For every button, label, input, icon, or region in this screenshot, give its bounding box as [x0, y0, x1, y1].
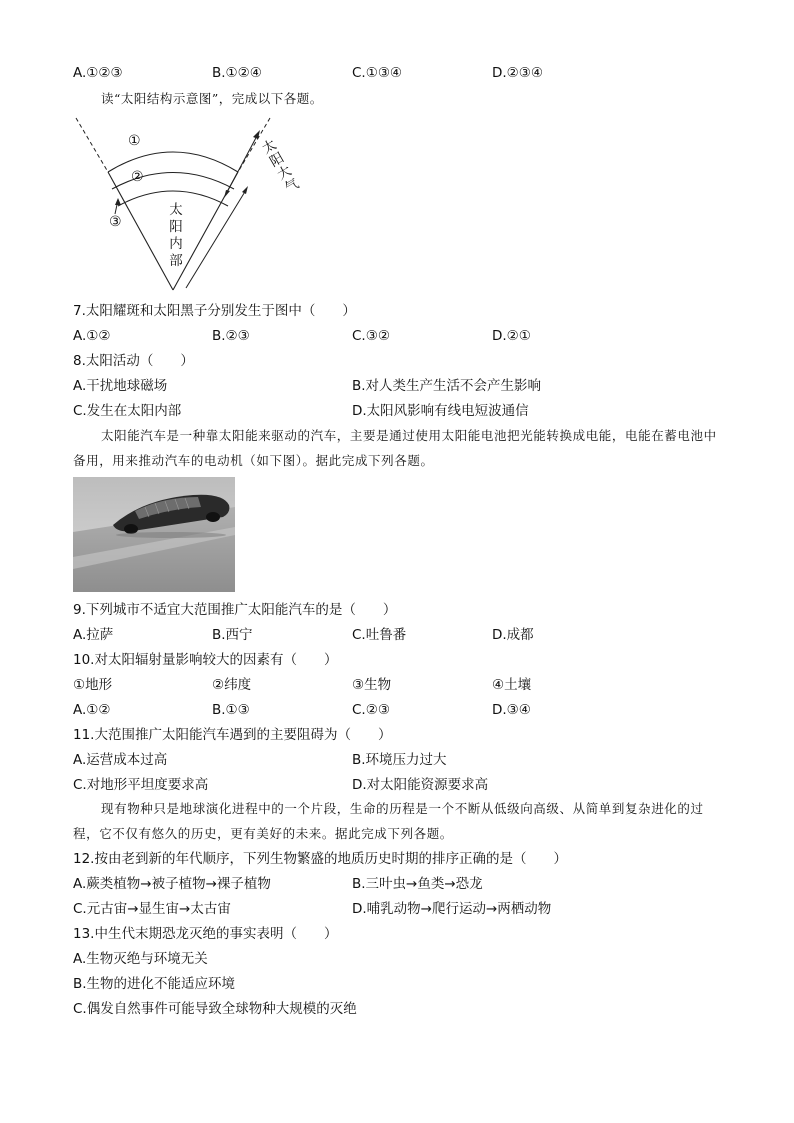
solar-car-passage: 太阳能汽车是一种靠太阳能来驱动的汽车，主要是通过使用太阳能电池把光能转换成电能，电能在蓄电池中备用，用来推动汽车的电动机（如下图）。据此完成下列各题。 — [73, 428, 717, 468]
q11-option-c: C.对地形平坦度要求高 — [73, 777, 209, 793]
q8-option-c: C.发生在太阳内部 — [73, 403, 182, 419]
q7-option-b: B.②③ — [212, 328, 250, 344]
sun-structure-intro: 读“太阳结构示意图”，完成以下各题。 — [101, 91, 323, 106]
q12-option-d: D.哺乳动物→爬行运动→两栖动物 — [352, 901, 552, 917]
q10-option-a: A.①② — [73, 702, 111, 718]
q8-option-b: B.对人类生产生活不会产生影响 — [352, 378, 542, 394]
q12-stem: 12.按由老到新的年代顺序，下列生物繁盛的地质历史时期的排序正确的是（ ） — [73, 851, 567, 867]
q11-option-a: A.运营成本过高 — [73, 752, 168, 768]
q8-option-d: D.太阳风影响有线电短波通信 — [352, 403, 529, 419]
q11-option-d: D.对太阳能资源要求高 — [352, 777, 489, 793]
q6-option-c: C.①③④ — [352, 65, 403, 81]
q7-option-d: D.②① — [492, 328, 531, 344]
q9-option-a: A.拉萨 — [73, 627, 114, 643]
q11-stem: 11.大范围推广太阳能汽车遇到的主要阻碍为（ ） — [73, 727, 392, 743]
q12-option-c: C.元古宙→显生宙→太古宙 — [73, 901, 231, 917]
q6-option-a: A.①②③ — [73, 65, 123, 81]
q8-stem: 8.太阳活动（ ） — [73, 353, 194, 369]
q9-option-c: C.吐鲁番 — [352, 627, 407, 643]
q13-stem: 13.中生代末期恐龙灭绝的事实表明（ ） — [73, 926, 338, 942]
q13-option-b: B.生物的进化不能适应环境 — [73, 976, 236, 992]
q13-option-a: A.生物灭绝与环境无关 — [73, 951, 208, 967]
q10-item-2: ②纬度 — [212, 677, 252, 693]
q6-option-d: D.②③④ — [492, 65, 543, 81]
q10-option-b: B.①③ — [212, 702, 250, 718]
q10-option-d: D.③④ — [492, 702, 531, 718]
q6-option-b: B.①②④ — [212, 65, 262, 81]
q7-option-a: A.①② — [73, 328, 111, 344]
evolution-passage: 现有物种只是地球演化进程中的一个片段，生命的历程是一个不断从低级向高级、从简单到复杂进化的过程，它不仅有悠久的历史，更有美好的未来。据此完成下列各题。 — [73, 801, 704, 841]
diagram-label-1: ① — [128, 133, 141, 149]
q10-item-3: ③生物 — [352, 677, 392, 693]
q11-option-b: B.环境压力过大 — [352, 752, 447, 768]
diagram-label-2: ② — [131, 169, 144, 185]
q8-option-a: A.干扰地球磁场 — [73, 378, 168, 394]
q13-option-c: C.偶发自然事件可能导致全球物种大规模的灭绝 — [73, 1001, 357, 1017]
q12-option-a: A.蕨类植物→被子植物→裸子植物 — [73, 876, 271, 892]
q10-item-4: ④土壤 — [492, 677, 532, 693]
q10-option-c: C.②③ — [352, 702, 390, 718]
diagram-label-3: ③ — [109, 214, 122, 230]
solar-car-photo — [73, 477, 235, 592]
q9-option-d: D.成都 — [492, 627, 534, 643]
q10-item-1: ①地形 — [73, 677, 113, 693]
q7-stem: 7.太阳耀斑和太阳黑子分别发生于图中（ ） — [73, 303, 356, 319]
diagram-sun-interior-label: 太 阳 内 部 — [169, 202, 183, 269]
q7-option-c: C.③② — [352, 328, 390, 344]
q12-option-b: B.三叶虫→鱼类→恐龙 — [352, 876, 483, 892]
diagram-sun-atmosphere-label: 太 阳 大 气 — [259, 136, 302, 197]
q9-stem: 9.下列城市不适宜大范围推广太阳能汽车的是（ ） — [73, 602, 397, 618]
q9-option-b: B.西宁 — [212, 627, 253, 643]
q10-stem: 10.对太阳辐射量影响较大的因素有（ ） — [73, 652, 338, 668]
